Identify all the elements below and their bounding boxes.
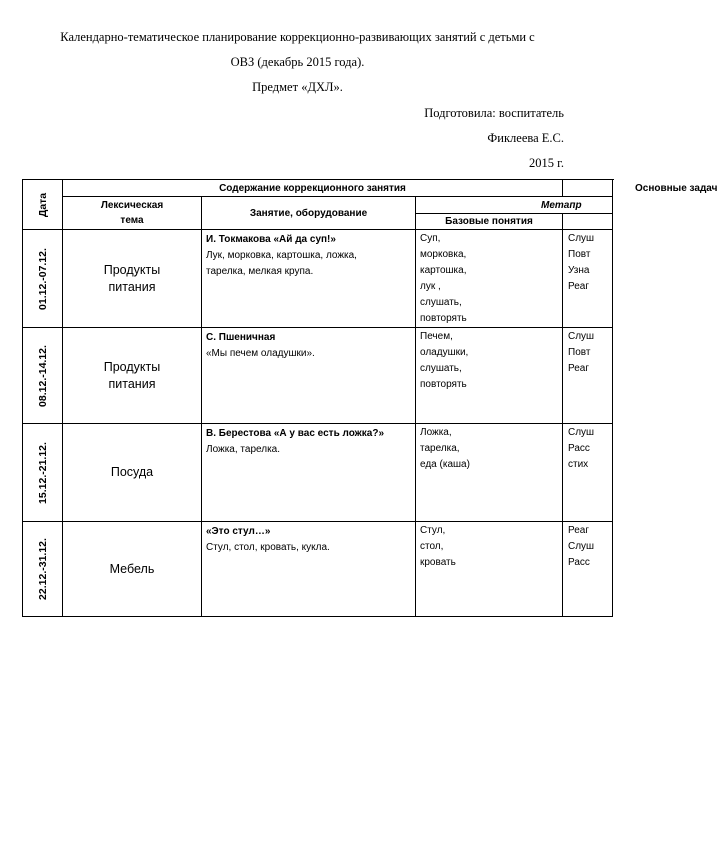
basic-concept: повторять (420, 379, 467, 390)
basic-concepts-cell (416, 328, 563, 424)
page-title-line1: Календарно-тематическое планирование коррекционно-развивающих занятий с детьми с (60, 30, 535, 44)
row-date: 15.12.-21.12. (36, 441, 49, 504)
table-row (23, 328, 613, 424)
tasks-cell (563, 522, 613, 617)
task-item: Слуш (568, 427, 595, 438)
lesson-cell (202, 424, 416, 522)
date-cell (23, 230, 63, 328)
lesson-line: «Мы печем оладушки». (206, 348, 315, 359)
task-item: Слуш (568, 233, 595, 244)
lesson-cell (202, 522, 416, 617)
plan-table (22, 179, 717, 617)
basic-concepts-cell (416, 522, 563, 617)
basic-concept: стол, (420, 541, 444, 552)
basic-concept: Ложка, (420, 427, 452, 438)
header-basic: Базовые понятия (416, 214, 563, 230)
basic-concept: слушать, (420, 297, 462, 308)
task-item: Слуш (568, 331, 595, 342)
header-content: Содержание коррекционного занятия (63, 180, 563, 197)
topic-text: питания (108, 376, 156, 391)
plan-body (23, 230, 613, 617)
table-row (23, 230, 613, 328)
header-meta: Метапр (416, 197, 613, 214)
date-cell (23, 328, 63, 424)
topic-text: питания (108, 279, 156, 294)
basic-concept: еда (каша) (420, 459, 470, 470)
prepared-by: Подготовила: воспитатель (424, 106, 564, 120)
task-item: Узна (568, 265, 590, 276)
basic-concept: кровать (420, 557, 456, 568)
header-tasks: Основные задач (563, 180, 613, 197)
author-name: Фиклеева Е.С. (487, 131, 564, 145)
date-cell (23, 522, 63, 617)
table-header-row-1 (23, 180, 613, 197)
lesson-line: Стул, стол, кровать, кукла. (206, 542, 330, 553)
basic-concept: слушать, (420, 363, 462, 374)
lesson-cell (202, 230, 416, 328)
row-date: 01.12.-07.12. (36, 247, 49, 310)
page-title-line2: ОВЗ (декабрь 2015 года). (230, 55, 365, 69)
task-item: Расс (568, 557, 590, 568)
year: 2015 г. (529, 156, 564, 170)
task-item: Повт (568, 249, 591, 260)
task-item: Реаг (568, 281, 590, 292)
topic-text: Посуда (110, 465, 154, 479)
header-date: Дата (36, 192, 49, 217)
header-topic-cell (63, 197, 202, 230)
table-header-row-2 (23, 197, 613, 214)
basic-concepts-cell (416, 424, 563, 522)
header-date-cell (23, 180, 63, 230)
header-topic-line2: тема (120, 215, 144, 226)
lesson-line: С. Пшеничная (206, 332, 276, 343)
lesson-line: тарелка, мелкая крупа. (206, 266, 314, 277)
task-item: Реаг (568, 363, 590, 374)
task-item: стих (568, 459, 589, 470)
task-item: Расс (568, 443, 590, 454)
lesson-line: Лук, морковка, картошка, ложка, (206, 250, 357, 261)
topic-cell (63, 328, 202, 424)
basic-concepts-cell (416, 230, 563, 328)
basic-concept: Стул, (420, 525, 446, 536)
basic-concept: Печем, (420, 331, 453, 342)
row-date: 08.12.-14.12. (36, 344, 49, 407)
table-row (23, 522, 613, 617)
tasks-cell (563, 424, 613, 522)
basic-concept: тарелка, (420, 443, 460, 454)
lesson-line: В. Берестова «А у вас есть ложка?» (206, 428, 385, 439)
basic-concept: повторять (420, 313, 467, 324)
basic-concept: Суп, (420, 233, 441, 244)
header-topic-line1: Лексическая (100, 200, 164, 211)
basic-concept: картошка, (420, 265, 467, 276)
lesson-line: И. Токмакова «Ай да суп!» (206, 234, 336, 245)
header-lesson: Занятие, оборудование (202, 197, 416, 230)
tasks-cell (563, 230, 613, 328)
lesson-line: «Это стул…» (206, 526, 271, 537)
row-date: 22.12.-31.12. (36, 538, 49, 600)
topic-cell (63, 522, 202, 617)
topic-text: Продукты (103, 262, 161, 277)
topic-cell (63, 230, 202, 328)
basic-concept: лук , (420, 281, 441, 292)
date-cell (23, 424, 63, 522)
topic-text: Мебель (109, 561, 155, 576)
topic-text: Продукты (103, 359, 161, 374)
tasks-cell (563, 328, 613, 424)
subject-line: Предмет «ДХЛ». (252, 80, 343, 94)
table-row (23, 424, 613, 522)
header-blank (563, 214, 613, 230)
task-item: Реаг (568, 525, 590, 536)
topic-cell (63, 424, 202, 522)
task-item: Слуш (568, 541, 595, 552)
lesson-cell (202, 328, 416, 424)
basic-concept: оладушки, (420, 347, 469, 358)
task-item: Повт (568, 347, 591, 358)
basic-concept: морковка, (420, 249, 467, 260)
lesson-line: Ложка, тарелка. (206, 444, 281, 455)
